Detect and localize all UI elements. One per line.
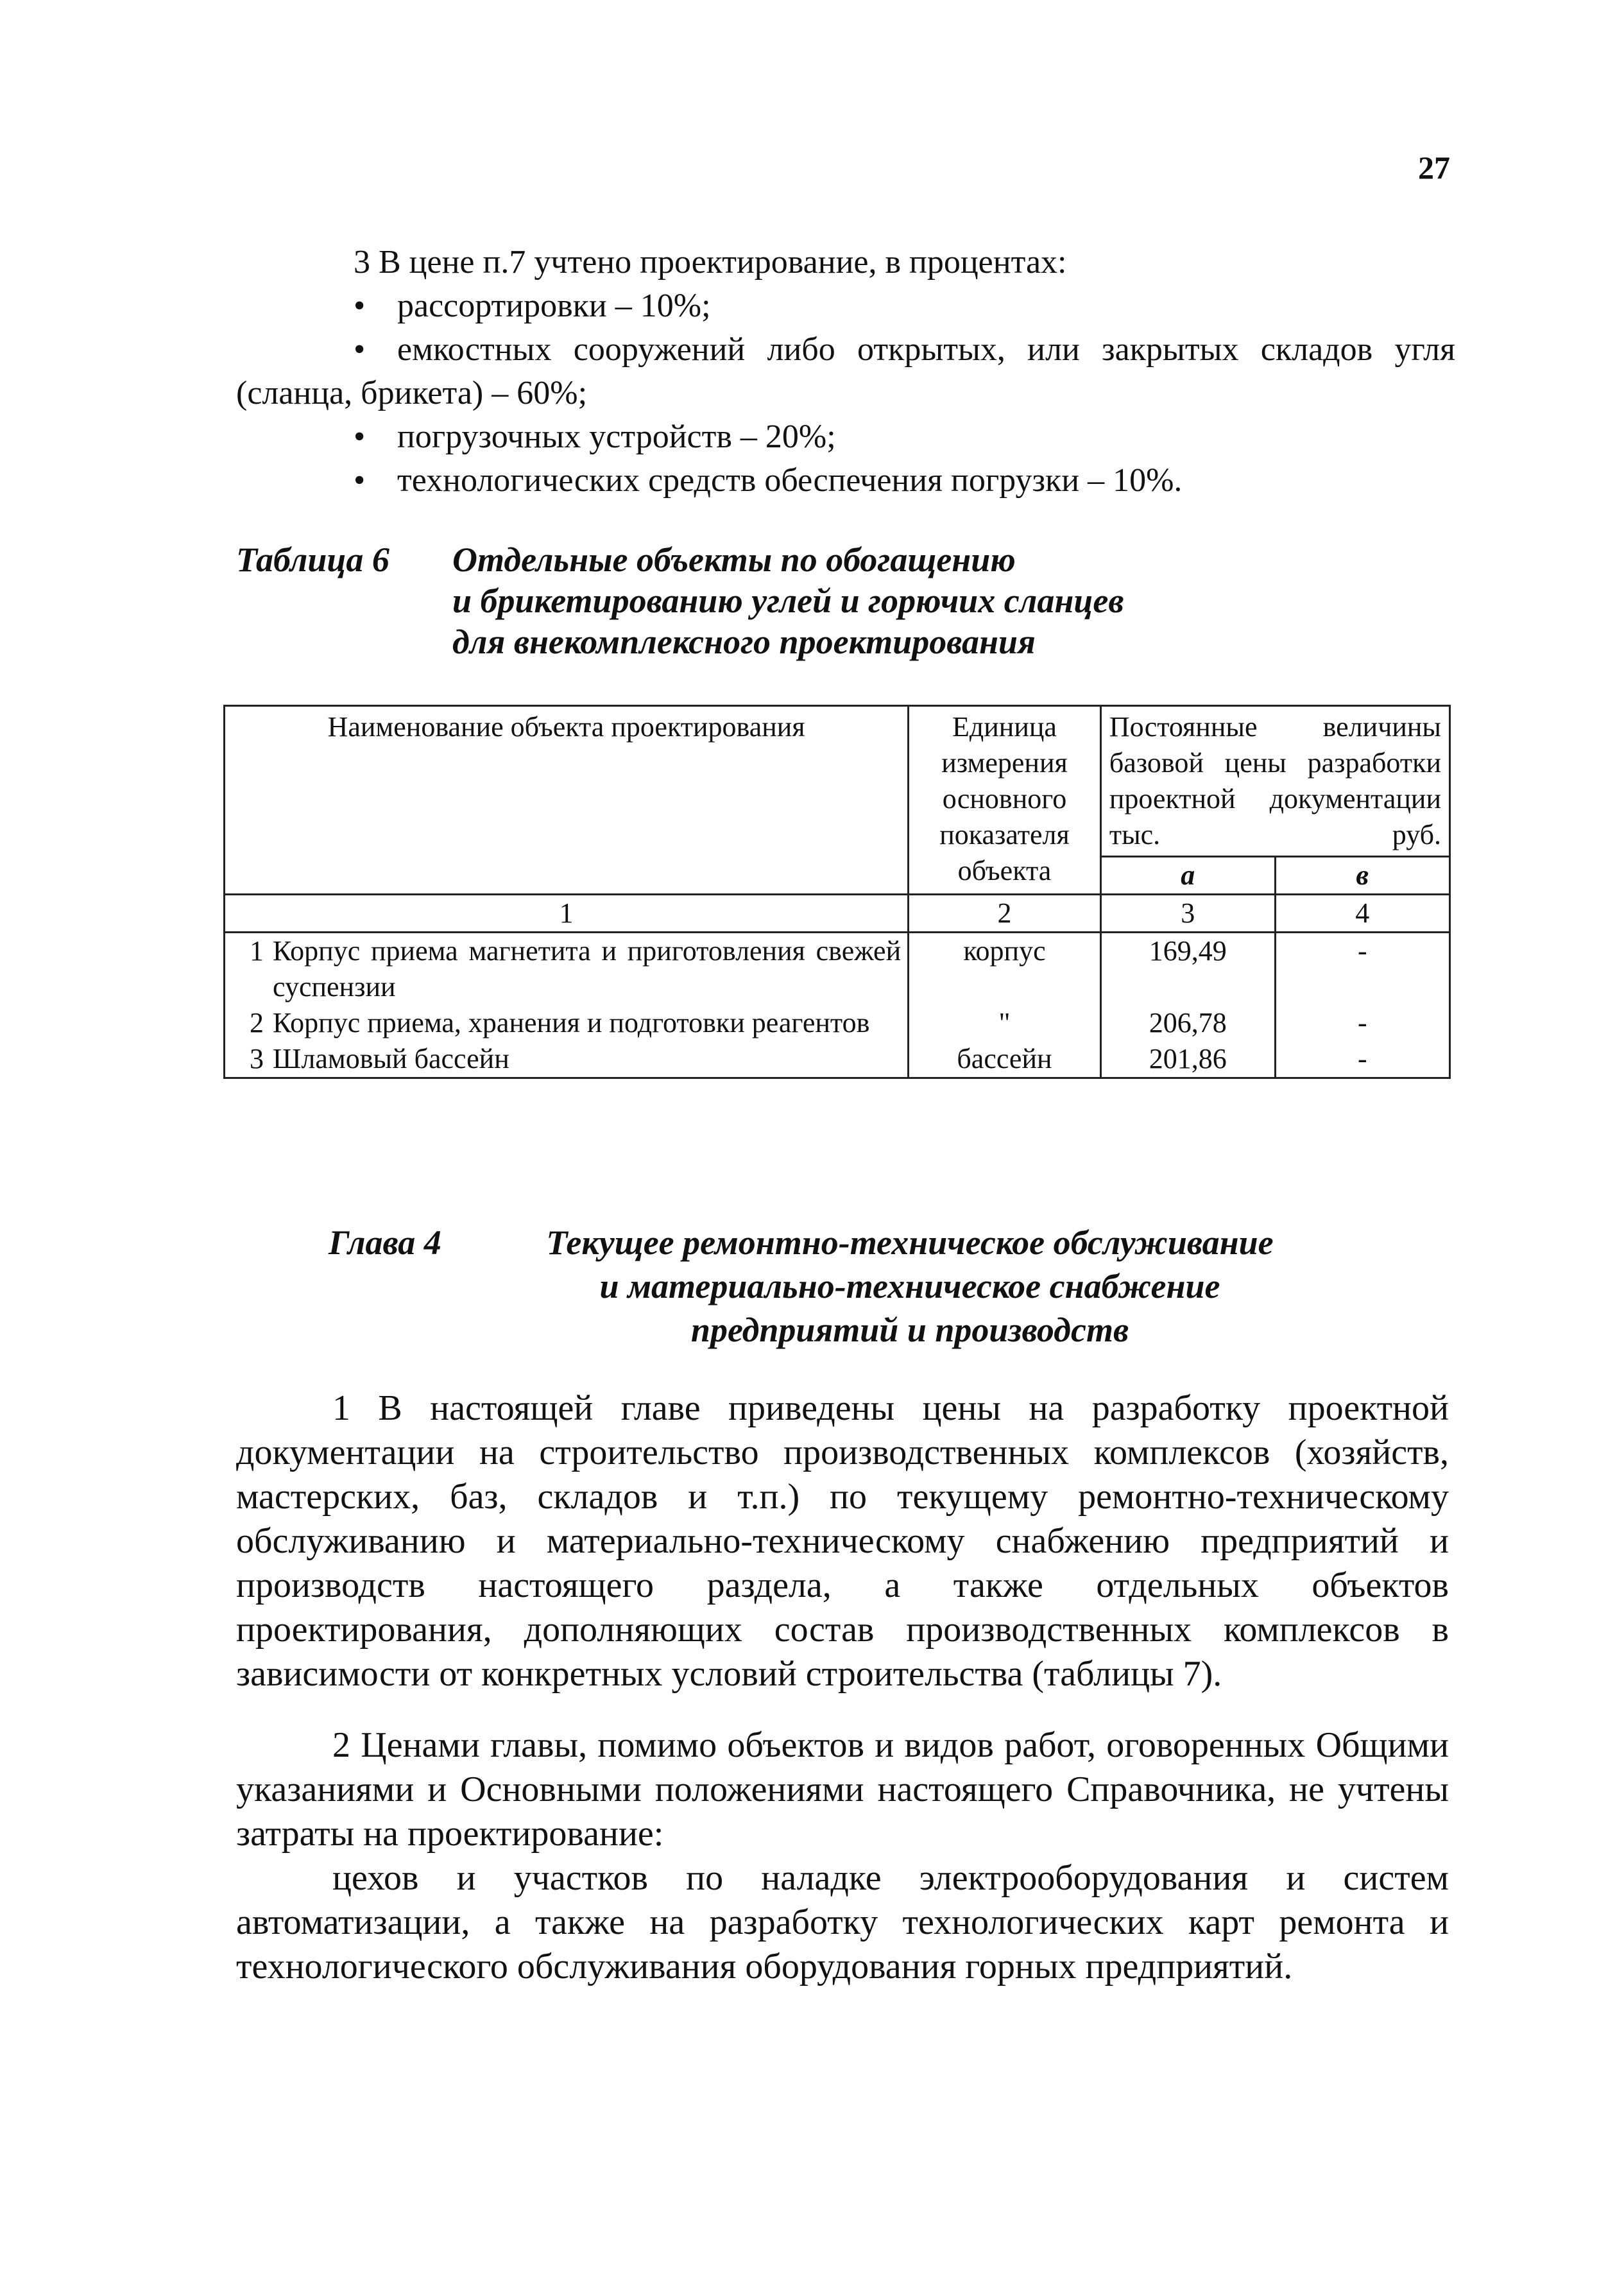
note-bullet <box>236 284 1455 328</box>
row-name: Шламовый бассейн <box>273 1043 509 1074</box>
table-row <box>225 1041 1450 1078</box>
pricing-note <box>236 241 1455 503</box>
table-row <box>225 933 1450 1006</box>
note-lead: 3 В цене п.7 учтено проектирование, в процентах: <box>354 244 1067 280</box>
bullet-text: технологических средств обеспечения погрузки – 10%. <box>397 462 1183 499</box>
column-number: 4 <box>1275 895 1449 933</box>
subheader-b: в <box>1275 857 1449 895</box>
row-value-a: 169,49 <box>1100 933 1275 1006</box>
row-name-cell <box>225 933 909 1006</box>
row-unit: " <box>909 1005 1101 1041</box>
chapter-body <box>236 1386 1449 2016</box>
chapter-label: Глава 4 <box>329 1223 441 1262</box>
chapter-title-line: Текущее ремонтно-техническое обслуживание <box>546 1223 1274 1262</box>
row-value-b: - <box>1275 1005 1449 1041</box>
subheader-a: а <box>1100 857 1275 895</box>
paragraph: 1 В настоящей главе приведены цены на разработку проектной документации на строительство производственных комплексов (хозяйств, мастерских, баз, складов и т.п.) по текущему ремонтно-техническому обслуживанию и материально-техническому снабжению предприятий и производств настоящего раздела, а также отдельных объектов проектирования, дополняющих состав производственных комплексов в зависимости от конкретных условий строительства (таблицы 7). <box>236 1388 1449 1694</box>
table-row <box>225 1005 1450 1041</box>
bullet-text: погрузочных устройств – 20%; <box>397 418 836 455</box>
row-unit: бассейн <box>909 1041 1101 1078</box>
paragraph: цехов и участков по наладке электрооборудования и систем автоматизации, а также на разработку технологических карт ремонта и технологического обслуживания оборудования горных предприятий. <box>236 1858 1449 1986</box>
row-name-cell <box>225 1041 909 1078</box>
header-name: Наименование объекта проектирования <box>225 706 909 895</box>
row-value-a: 206,78 <box>1100 1005 1275 1041</box>
row-value-a: 201,86 <box>1100 1041 1275 1078</box>
header-price: Постоянные величины базовой цены разработки проектной документации тыс. руб. <box>1100 706 1449 857</box>
table-title-line: и брикетированию углей и горючих сланцев <box>452 581 1124 620</box>
row-number: 1 <box>250 935 264 967</box>
header-unit: Единица измерения основного показателя объекта <box>909 706 1101 895</box>
table-label: Таблица 6 <box>236 540 389 579</box>
column-number: 1 <box>225 895 909 933</box>
row-name-cell <box>225 1005 909 1041</box>
row-number: 3 <box>250 1043 264 1074</box>
note-bullet <box>236 415 1455 459</box>
column-number: 2 <box>909 895 1101 933</box>
bullet-text: емкостных сооружений либо открытых, или закрытых складов угля (сланца, брикета) – 60%; <box>236 331 1455 411</box>
bullet-text: рассортировки – 10%; <box>397 288 711 324</box>
bullet-icon: • <box>354 418 366 455</box>
table-title-line: для внекомплексного проектирования <box>452 623 1036 661</box>
chapter-title-line: предприятий и производств <box>690 1311 1129 1349</box>
column-number: 3 <box>1100 895 1275 933</box>
bullet-icon: • <box>354 288 366 324</box>
note-bullet <box>236 328 1455 415</box>
paragraph: 2 Ценами главы, помимо объектов и видов работ, оговоренных Общими указаниями и Основными положениями настоящего Справочника, не учтены затраты на проектирование: <box>236 1725 1449 1854</box>
row-unit: корпус <box>909 933 1101 1006</box>
bullet-icon: • <box>354 331 366 368</box>
page-number: 27 <box>1418 150 1450 185</box>
row-name: Корпус приема, хранения и подготовки реагентов <box>273 1007 870 1038</box>
row-number: 2 <box>250 1007 264 1038</box>
row-value-b: - <box>1275 933 1449 1006</box>
note-bullet <box>236 459 1455 503</box>
bullet-icon: • <box>354 462 366 499</box>
table-title <box>452 539 1415 662</box>
chapter-title <box>493 1221 1327 1352</box>
row-name: Корпус приема магнетита и приготовления свежей суспензии <box>273 935 902 1003</box>
row-value-b: - <box>1275 1041 1449 1078</box>
chapter-title-line: и материально-техническое снабжение <box>599 1267 1220 1305</box>
table-title-line: Отдельные объекты по обогащению <box>452 540 1016 579</box>
objects-table <box>223 705 1451 1079</box>
